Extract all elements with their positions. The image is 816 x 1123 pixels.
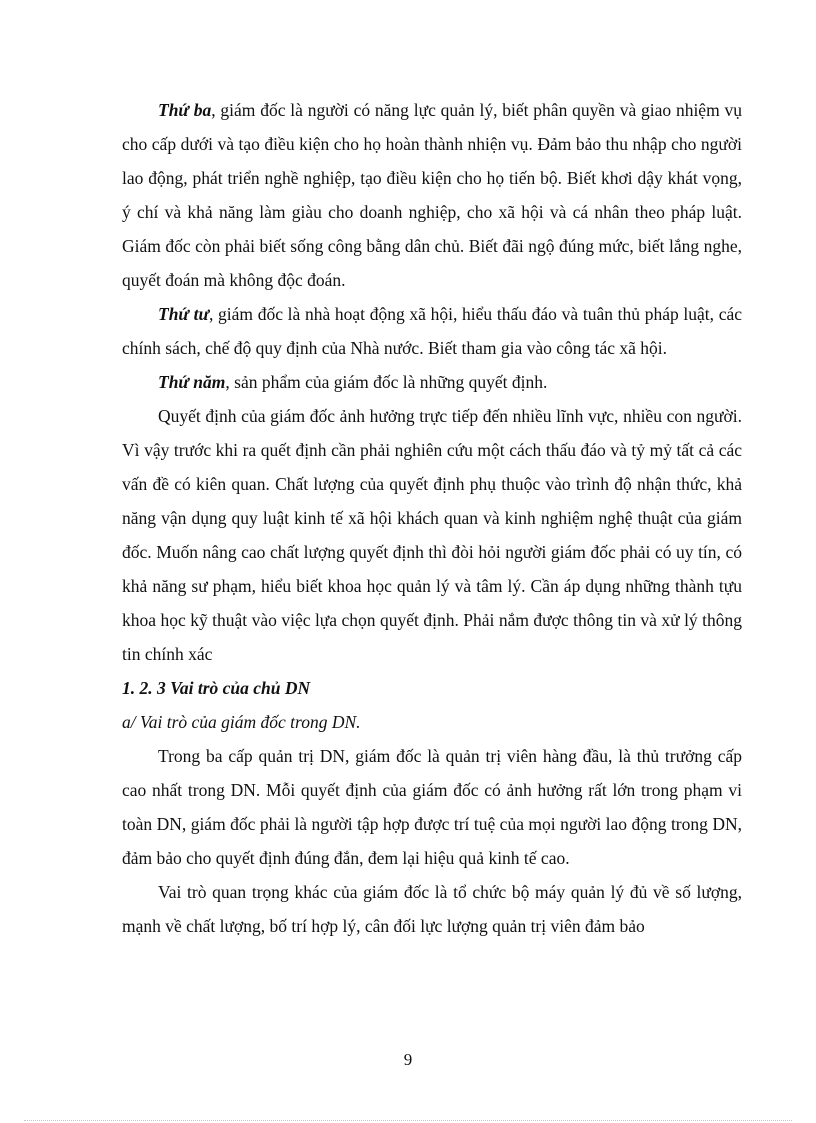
paragraph-thu-nam — [122, 365, 742, 399]
paragraph-quyet-dinh — [122, 399, 742, 671]
footer-divider — [24, 1120, 792, 1121]
paragraph-vai-tro-quan-trong — [122, 875, 742, 943]
paragraph-ba-cap-quan-tri — [122, 739, 742, 875]
subsection-heading: a/ Vai trò của giám đốc trong DN. — [122, 712, 361, 732]
paragraph-text: Vai trò quan trọng khác của giám đốc là tổ chức bộ máy quản lý đủ về số lượng, mạnh về chất lượng, bố trí hợp lý, cân đối lực lượng quản trị viên đảm bảo — [122, 882, 742, 936]
paragraph-lead: Thứ ba — [158, 100, 212, 120]
paragraph-text: Quyết định của giám đốc ảnh hưởng trực tiếp đến nhiều lĩnh vực, nhiều con người. Vì vậy trước khi ra quết định cần phải nghiên cứu một cách thấu đáo và tỷ mỷ tất cả các vấn đề có kiên quan. Chất lượng của quyết định phụ thuộc vào trình độ nhận thức, khả năng vận dụng quy luật kinh tế xã hội khách quan và kinh nghiệm nghệ thuật của giám đốc. Muốn nâng cao chất lượng quyết định thì đòi hỏi người giám đốc phải có uy tín, có khả năng sư phạm, hiểu biết khoa học quản lý và tâm lý. Cần áp dụng những thành tựu khoa học kỹ thuật vào việc lựa chọn quyết định. Phải nắm được thông tin và xử lý thông tin chính xác — [122, 406, 742, 664]
paragraph-text: , giám đốc là người có năng lực quản lý, biết phân quyền và giao nhiệm vụ cho cấp dưới và tạo điều kiện cho họ hoàn thành nhiện vụ. Đảm bảo thu nhập cho người lao động, phát triển nghề nghiệp, tạo điều kiện cho họ tiến bộ. Biết khơi dậy khát vọng, ý chí và khả năng làm giàu cho doanh nghiệp, cho xã hội và cá nhân theo pháp luật. Giám đốc còn phải biết sống công bằng dân chủ. Biết đãi ngộ đúng mức, biết lắng nghe, quyết đoán mà không độc đoán. — [122, 100, 742, 290]
section-heading: 1. 2. 3 Vai trò của chủ DN — [122, 678, 311, 698]
paragraph-text: , giám đốc là nhà hoạt động xã hội, hiểu thấu đáo và tuân thủ pháp luật, các chính sách, chế độ quy định của Nhà nước. Biết tham gia vào công tác xã hội. — [122, 304, 742, 358]
paragraph-lead: Thứ tư — [158, 304, 209, 324]
paragraph-text: , sản phẩm của giám đốc là những quyết định. — [225, 372, 548, 392]
paragraph-thu-tu — [122, 297, 742, 365]
paragraph-text: Trong ba cấp quản trị DN, giám đốc là quản trị viên hàng đầu, là thủ trưởng cấp cao nhất trong DN. Mỗi quyết định của giám đốc có ảnh hưởng rất lớn trong phạm vi toàn DN, giám đốc phải là người tập hợp được trí tuệ của mọi người lao động trong DN, đảm bảo cho quyết định đúng đắn, đem lại hiệu quả kinh tế cao. — [122, 746, 742, 868]
page-number: 9 — [403, 1050, 413, 1069]
paragraph-lead: Thứ năm — [158, 372, 226, 392]
paragraph-thu-ba — [122, 93, 742, 297]
page-body — [122, 93, 742, 943]
